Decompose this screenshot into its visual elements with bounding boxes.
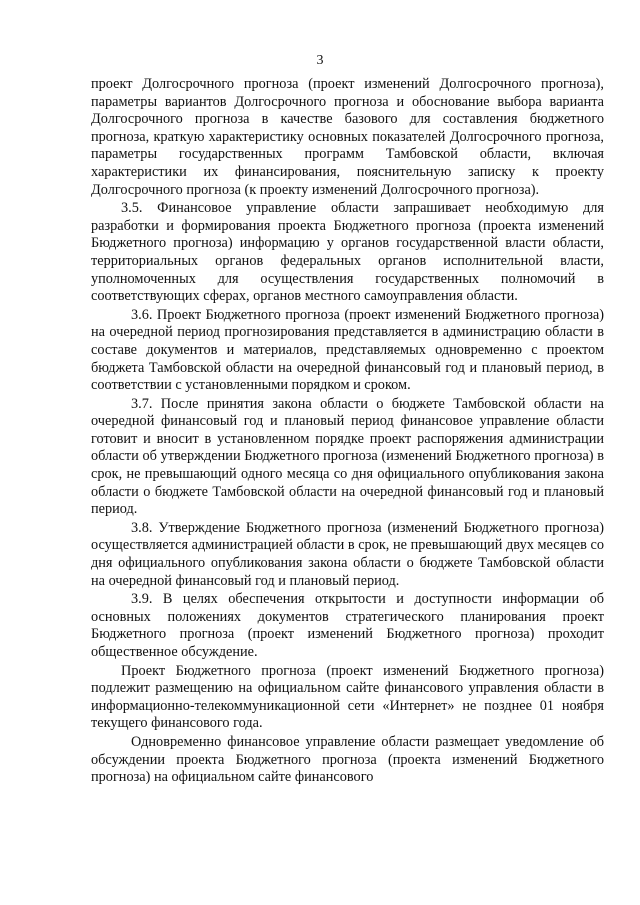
paragraph-3-5: 3.5. Финансовое управление области запрашивает необходимую для разработки и формирования проекта Бюджетного прогноза (проекта изменений Бюджетного прогноза) информацию у органов государственной власти области, территориальных органов федеральных органов исполнительной власти, уполномоченных для осуществления государственных полномочий в соответствующих сферах, органов местного самоуправления области. bbox=[91, 200, 604, 305]
paragraph-3-7: 3.7. После принятия закона области о бюджете Тамбовской области на очередной финансовый год и плановый период финансовое управление области готовит и вносит в установленном порядке проект распоряжения администрации области об утверждении Бюджетного прогноза (изменений Бюджетного прогноза) в срок, не превышающий одного месяца со дня официального опубликования закона области о бюджете Тамбовской области на очередной финансовый год и плановый период. bbox=[91, 395, 604, 518]
paragraph-notification: Одновременно финансовое управление области размещает уведомление об обсуждении проекта Бюджетного прогноза (проекта изменений Бюджетного прогноза) на официальном сайте финансового bbox=[91, 733, 604, 786]
paragraph-publication: Проект Бюджетного прогноза (проект изменений Бюджетного прогноза) подлежит размещению на официальном сайте финансового управления области в информационно-телекоммуникационной сети «Интернет» не позднее 01 ноября текущего финансового года. bbox=[91, 662, 604, 732]
document-body bbox=[91, 76, 604, 787]
paragraph-3-9: 3.9. В целях обеспечения открытости и доступности информации об основных положениях документов стратегического планирования проект Бюджетного прогноза (проект изменений Бюджетного прогноза) проходит общественное обсуждение. bbox=[91, 591, 604, 660]
page-number: 3 bbox=[316, 53, 324, 68]
paragraph-continuation: проект Долгосрочного прогноза (проект изменений Долгосрочного прогноза), параметры вариантов Долгосрочного прогноза и обоснование выбора варианта Долгосрочного прогноза в качестве базового для составления бюджетного прогноза, краткую характеристику основных показателей Долгосрочного прогноза, параметры государственных программ Тамбовской области, включая характеристики их финансирования, пояснительную записку к проекту Долгосрочного прогноза (к проекту изменений Долгосрочного прогноза). bbox=[91, 76, 604, 198]
paragraph-3-8: 3.8. Утверждение Бюджетного прогноза (изменений Бюджетного прогноза) осуществляется администрацией области в срок, не превышающий двух месяцев со дня официального опубликования закона области о бюджете Тамбовской области на очередной финансовый год и плановый период. bbox=[91, 519, 604, 589]
paragraph-3-6: 3.6. Проект Бюджетного прогноза (проект изменений Бюджетного прогноза) на очередной период прогнозирования представляется в администрацию области в составе документов и материалов, представляемых одновременно с проектом бюджета Тамбовской области на очередной финансовый год и плановый период, в соответствии с установленными порядком и сроком. bbox=[91, 306, 604, 394]
